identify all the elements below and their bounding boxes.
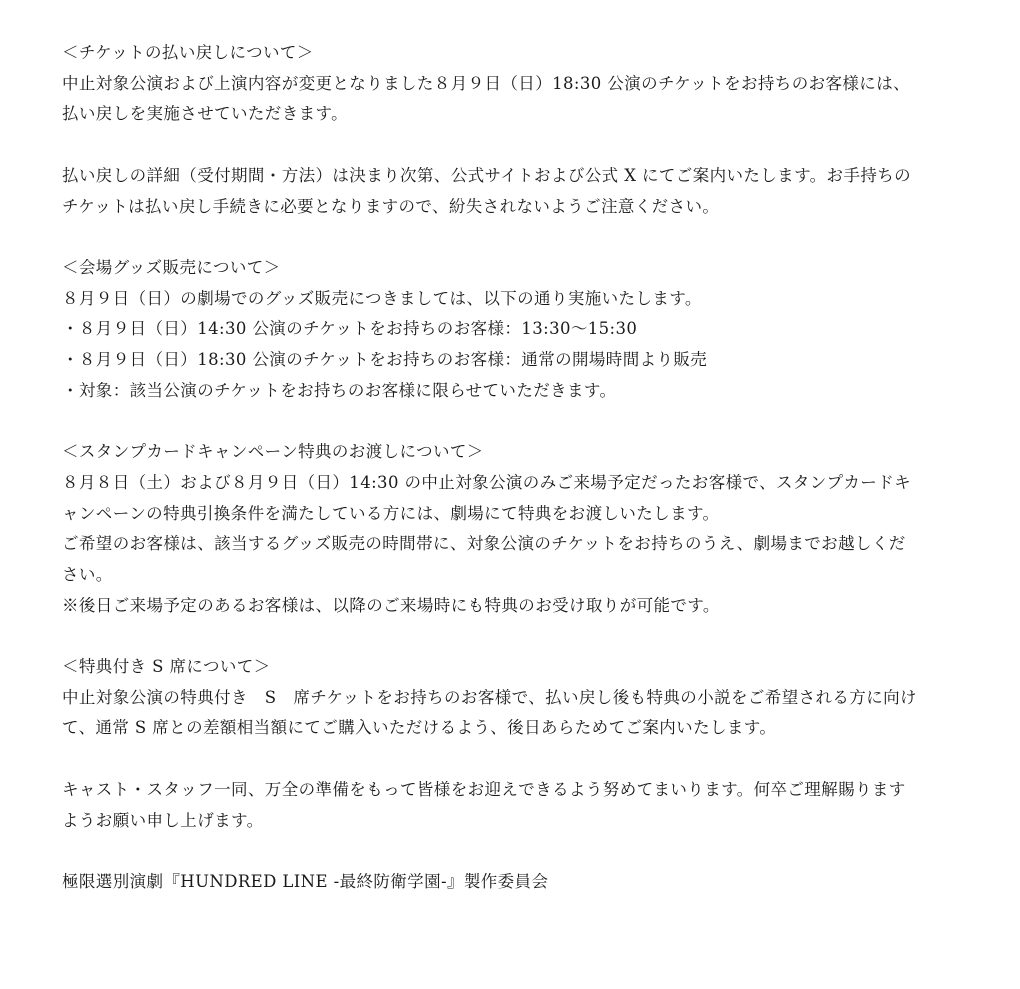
goods-section	[62, 253, 972, 407]
closing-text-line: ようお願い申し上げます。	[62, 810, 264, 830]
refund-detail-line: 払い戻しの詳細（受付期間・方法）は決まり次第、公式サイトおよび公式 X にてご案内いたします。お手持ちの	[62, 165, 912, 185]
s-seat-heading: ＜特典付き S 席について＞	[62, 657, 271, 676]
refund-text-line: 中止対象公演および上演内容が変更となりました８月９日（日）18:30 公演のチケットをお持ちのお客様には、	[62, 73, 911, 93]
s-seat-text-line: て、通常 S 席との差額相当額にてご購入いただけるよう、後日あらためてご案内いたします。	[62, 718, 777, 738]
paragraph-gap	[62, 130, 972, 161]
stamp-text-line: さい。	[62, 564, 113, 584]
refund-text-line: 払い戻しを実施させていただきます。	[62, 104, 348, 124]
refund-detail-line: チケットは払い戻し手続きに必要となりますので、紛失されないようご注意ください。	[62, 196, 720, 216]
goods-intro: ８月９日（日）の劇場でのグッズ販売につきましては、以下の通り実施いたします。	[62, 288, 702, 308]
paragraph-gap	[62, 744, 972, 775]
signature: 極限選別演劇『HUNDRED LINE -最終防衛学園-』製作委員会	[62, 871, 549, 891]
goods-list-item: ・８月９日（日）18:30 公演のチケットをお持ちのお客様：通常の開場時間より販売	[62, 350, 708, 369]
goods-list-item: ・対象：該当公演のチケットをお持ちのお客様に限らせていただきます。	[62, 380, 617, 400]
closing-section	[62, 775, 972, 836]
paragraph-gap	[62, 621, 972, 652]
goods-heading: ＜会場グッズ販売について＞	[62, 257, 281, 277]
refund-heading: ＜チケットの払い戻しについて＞	[62, 43, 314, 62]
s-seat-section	[62, 652, 972, 744]
stamp-text-line: ャンペーンの特典引換条件を満たしている方には、劇場にて特典をお渡しいたします。	[62, 503, 720, 523]
closing-text-line: キャスト・スタッフ一同、万全の準備をもって皆様をお迎えできるよう努めてまいります。何卒ご理解賜ります	[62, 779, 906, 799]
goods-list-item: ・８月９日（日）14:30 公演のチケットをお持ちのお客様：13:30〜15:30	[62, 319, 638, 339]
s-seat-text-line: 中止対象公演の特典付き S 席チケットをお持ちのお客様で、払い戻し後も特典の小説をご希望される方に向け	[62, 687, 917, 707]
paragraph-gap	[62, 406, 972, 437]
paragraph-gap	[62, 836, 972, 867]
notice-document	[62, 38, 972, 898]
paragraph-gap	[62, 222, 972, 253]
stamp-heading: ＜スタンプカードキャンペーン特典のお渡しについて＞	[62, 442, 484, 462]
stamp-text-line: ８月８日（土）および８月９日（日）14:30 の中止対象公演のみご来場予定だったお客様で、スタンプカードキ	[62, 472, 911, 492]
stamp-text-line: ご希望のお客様は、該当するグッズ販売の時間帯に、対象公演のチケットをお持ちのうえ、劇場までお越しくだ	[62, 534, 906, 554]
refund-section	[62, 38, 972, 222]
stamp-section	[62, 437, 972, 621]
stamp-note: ※後日ご来場予定のあるお客様は、以降のご来場時にも特典のお受け取りが可能です。	[62, 595, 720, 615]
